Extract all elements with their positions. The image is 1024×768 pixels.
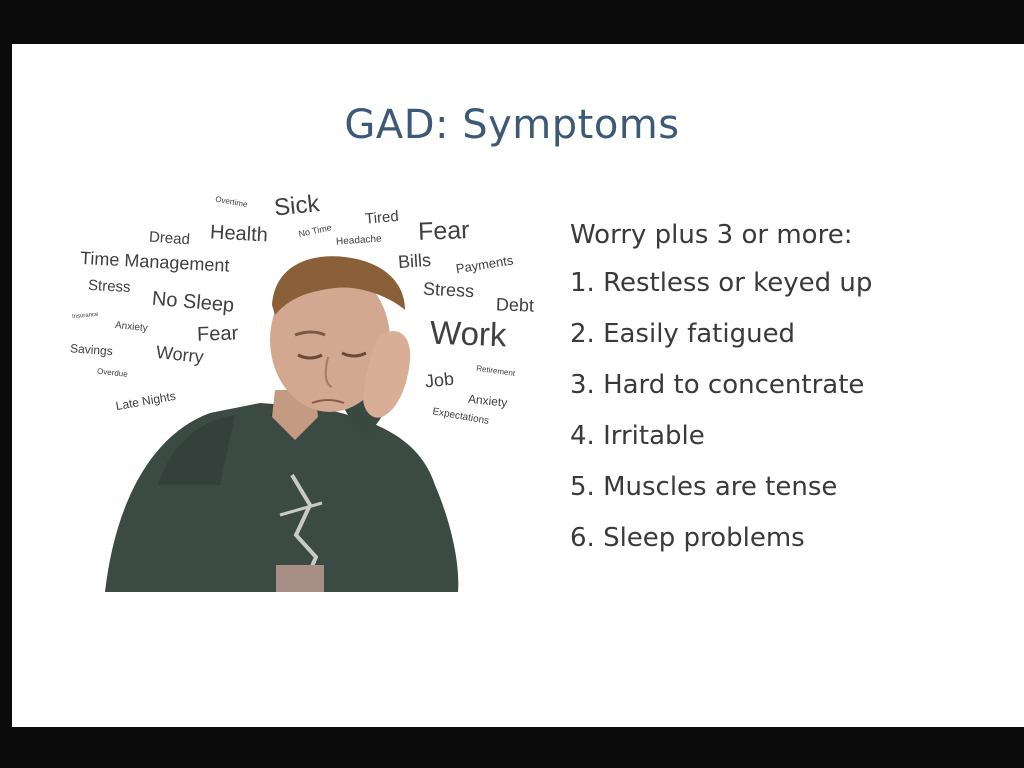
word-cloud-word: No Time bbox=[297, 222, 333, 240]
word-cloud-word: Anxiety bbox=[114, 319, 149, 335]
word-cloud-word: Work bbox=[429, 313, 508, 354]
word-cloud-word: Stress bbox=[422, 278, 475, 302]
word-cloud-word: Time Management bbox=[79, 247, 230, 276]
word-cloud-word: Expectations bbox=[431, 406, 490, 428]
symptom-item: 1. Restless or keyed up bbox=[570, 268, 873, 298]
word-cloud-word: Overtime bbox=[214, 194, 249, 210]
word-cloud-word: Overdue bbox=[96, 366, 129, 379]
word-cloud-word: Payments bbox=[454, 252, 515, 277]
word-cloud-word: Worry bbox=[155, 342, 205, 367]
symptom-list bbox=[570, 212, 1000, 564]
word-cloud-word: Retirement bbox=[475, 363, 516, 379]
symptom-intro: Worry plus 3 or more: bbox=[570, 220, 853, 250]
word-cloud-word: Fear bbox=[196, 322, 239, 346]
word-cloud-word: No Sleep bbox=[151, 287, 235, 317]
word-cloud-word: Stress bbox=[87, 276, 131, 297]
word-cloud-word: Dread bbox=[148, 228, 191, 249]
word-cloud-word: Headache bbox=[335, 233, 382, 248]
word-cloud-word: Sick bbox=[272, 190, 321, 222]
symptom-item: 2. Easily fatigued bbox=[570, 319, 796, 349]
symptom-item: 3. Hard to concentrate bbox=[570, 370, 865, 400]
word-cloud-word: Debt bbox=[495, 294, 535, 316]
word-cloud-word: Fear bbox=[417, 216, 470, 246]
symptom-item: 6. Sleep problems bbox=[570, 523, 805, 553]
word-cloud-word: Tired bbox=[364, 207, 400, 228]
word-cloud-word: Late Nights bbox=[114, 388, 177, 414]
word-cloud-word: Health bbox=[209, 221, 269, 247]
word-cloud-word: Anxiety bbox=[467, 391, 508, 410]
word-cloud-word: Savings bbox=[69, 341, 114, 359]
stressed-man-illustration bbox=[60, 185, 550, 595]
symptom-item: 5. Muscles are tense bbox=[570, 472, 838, 502]
word-cloud-word: Job bbox=[423, 368, 455, 392]
word-cloud-word: Bills bbox=[397, 249, 432, 273]
word-cloud-figure bbox=[60, 185, 550, 595]
word-cloud-word: Insurance bbox=[71, 311, 99, 321]
slide-title: GAD: Symptoms bbox=[344, 102, 680, 148]
symptom-item: 4. Irritable bbox=[570, 421, 705, 451]
